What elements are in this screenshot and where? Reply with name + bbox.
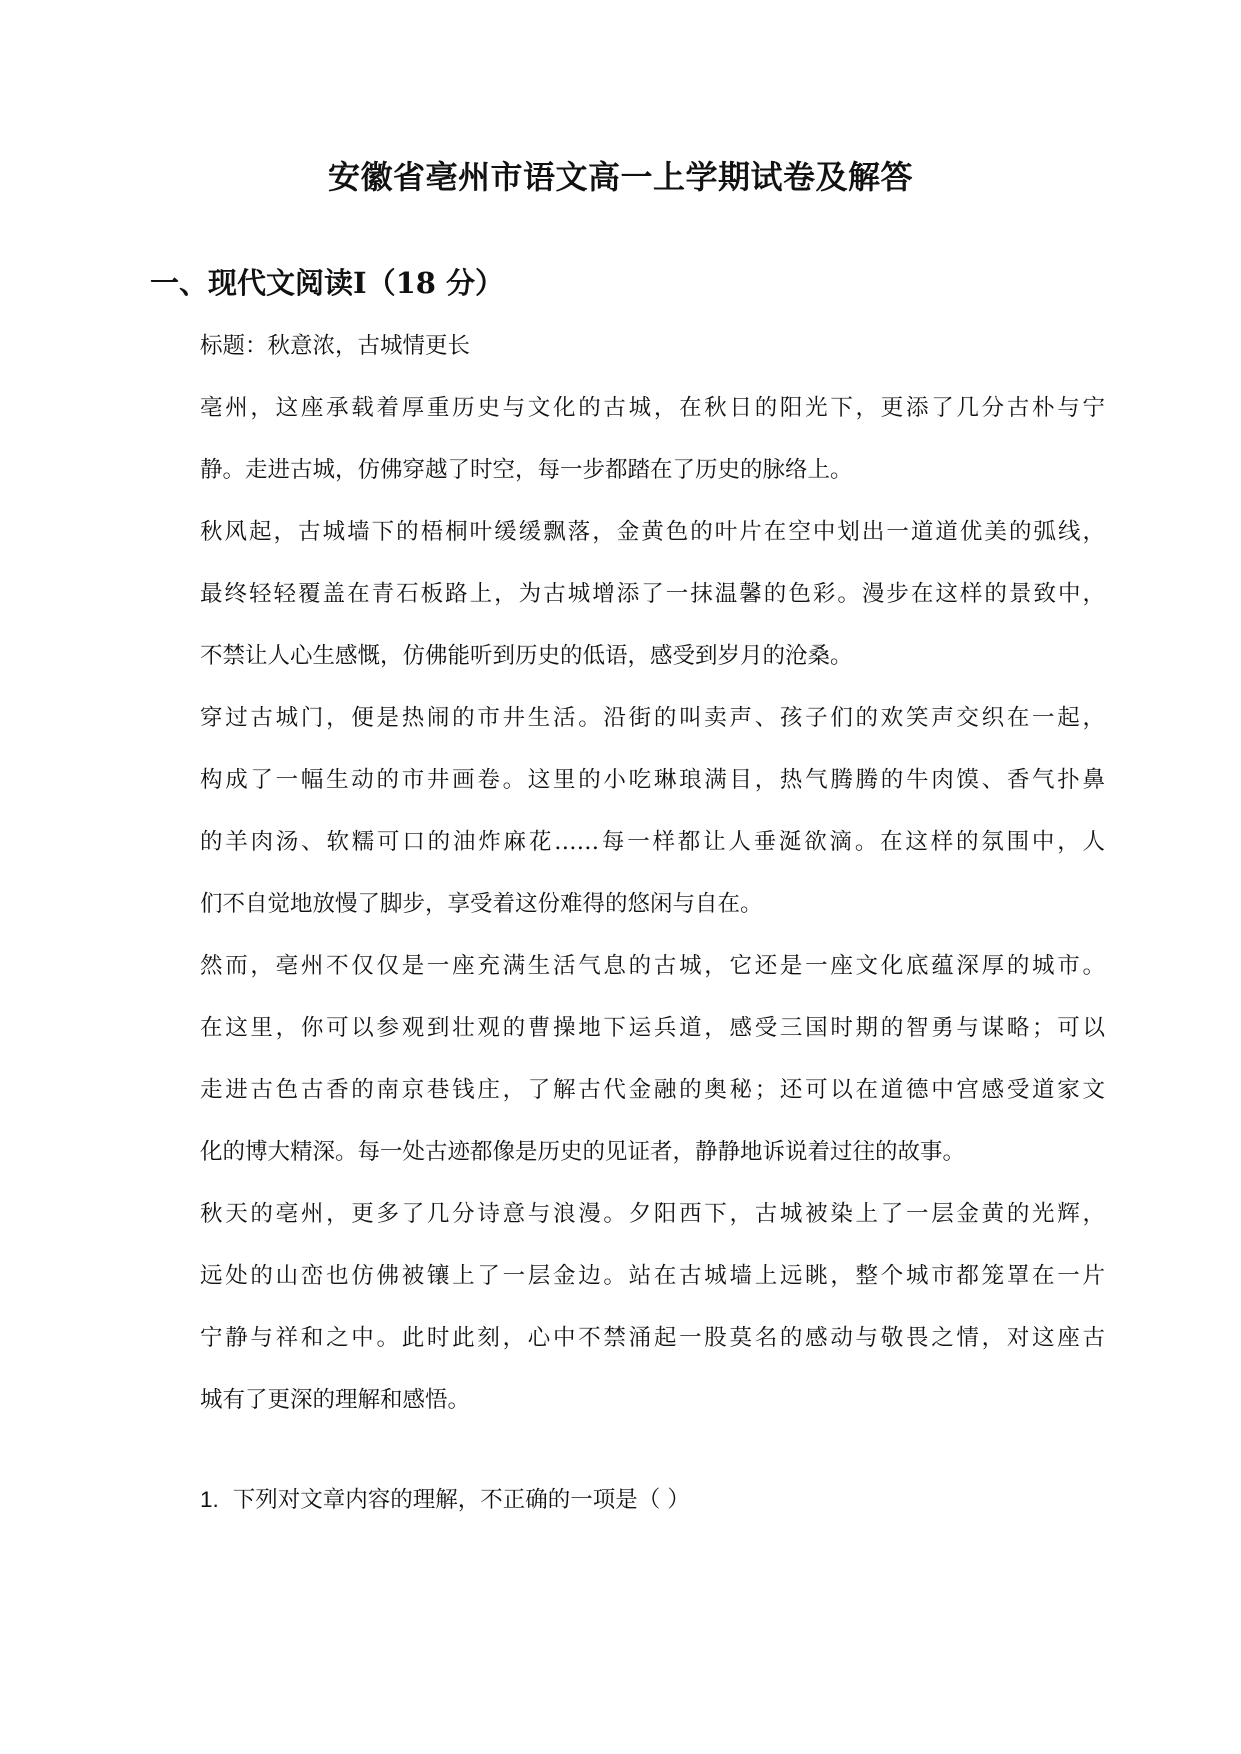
article-title: 标题：秋意浓，古城情更长 — [200, 333, 471, 359]
paragraph-line: 秋风起，古城墙下的梧桐叶缓缓飘落，金黄色的叶片在空中划出一道道优美的弧线， — [200, 519, 1105, 545]
paragraph-line: 不禁让人心生感慨，仿佛能听到历史的低语，感受到岁月的沧桑。 — [200, 643, 853, 669]
paragraph-line: 远处的山峦也仿佛被镶上了一层金边。站在古城墙上远眺，整个城市都笼罩在一片 — [200, 1263, 1105, 1289]
question-1 — [200, 1480, 690, 1520]
paragraph-line: 构成了一幅生动的市井画卷。这里的小吃琳琅满目，热气腾腾的牛肉馍、香气扑鼻 — [200, 767, 1105, 793]
paragraph-line: 最终轻轻覆盖在青石板路上，为古城增添了一抹温馨的色彩。漫步在这样的景致中， — [200, 581, 1105, 607]
paragraph-line: 宁静与祥和之中。此时此刻，心中不禁涌起一股莫名的感动与敬畏之情，对这座古 — [200, 1325, 1105, 1351]
paragraph-line: 化的博大精深。每一处古迹都像是历史的见证者，静静地诉说着过往的故事。 — [200, 1139, 966, 1165]
paragraph-line: 静。走进古城，仿佛穿越了时空，每一步都踏在了历史的脉络上。 — [200, 457, 853, 483]
paragraph-line: 亳州，这座承载着厚重历史与文化的古城，在秋日的阳光下，更添了几分古朴与宁 — [200, 395, 1105, 421]
paragraph-line: 城有了更深的理解和感悟。 — [200, 1387, 471, 1413]
paragraph-line: 在这里，你可以参观到壮观的曹操地下运兵道，感受三国时期的智勇与谋略；可以 — [200, 1015, 1105, 1041]
paragraph-line: 穿过古城门，便是热闹的市井生活。沿街的叫卖声、孩子们的欢笑声交织在一起， — [200, 705, 1105, 731]
document-title: 安徽省亳州市语文高一上学期试卷及解答 — [327, 158, 913, 196]
question-text: 下列对文章内容的理解，不正确的一项是（ ） — [232, 1487, 690, 1513]
paragraph-line: 们不自觉地放慢了脚步，享受着这份难得的悠闲与自在。 — [200, 891, 763, 917]
paragraph-line: 然而，亳州不仅仅是一座充满生活气息的古城，它还是一座文化底蕴深厚的城市。 — [200, 953, 1105, 979]
paragraph-line: 的羊肉汤、软糯可口的油炸麻花……每一样都让人垂涎欲滴。在这样的氛围中，人 — [200, 829, 1105, 855]
question-number: 1. — [200, 1487, 219, 1512]
section-heading: 一、现代文阅读Ⅰ（18 分） — [150, 266, 505, 300]
article-body — [200, 315, 1105, 1431]
paragraph-line: 走进古色古香的南京巷钱庄，了解古代金融的奥秘；还可以在道德中宫感受道家文 — [200, 1077, 1105, 1103]
paragraph-line: 秋天的亳州，更多了几分诗意与浪漫。夕阳西下，古城被染上了一层金黄的光辉， — [200, 1201, 1105, 1227]
